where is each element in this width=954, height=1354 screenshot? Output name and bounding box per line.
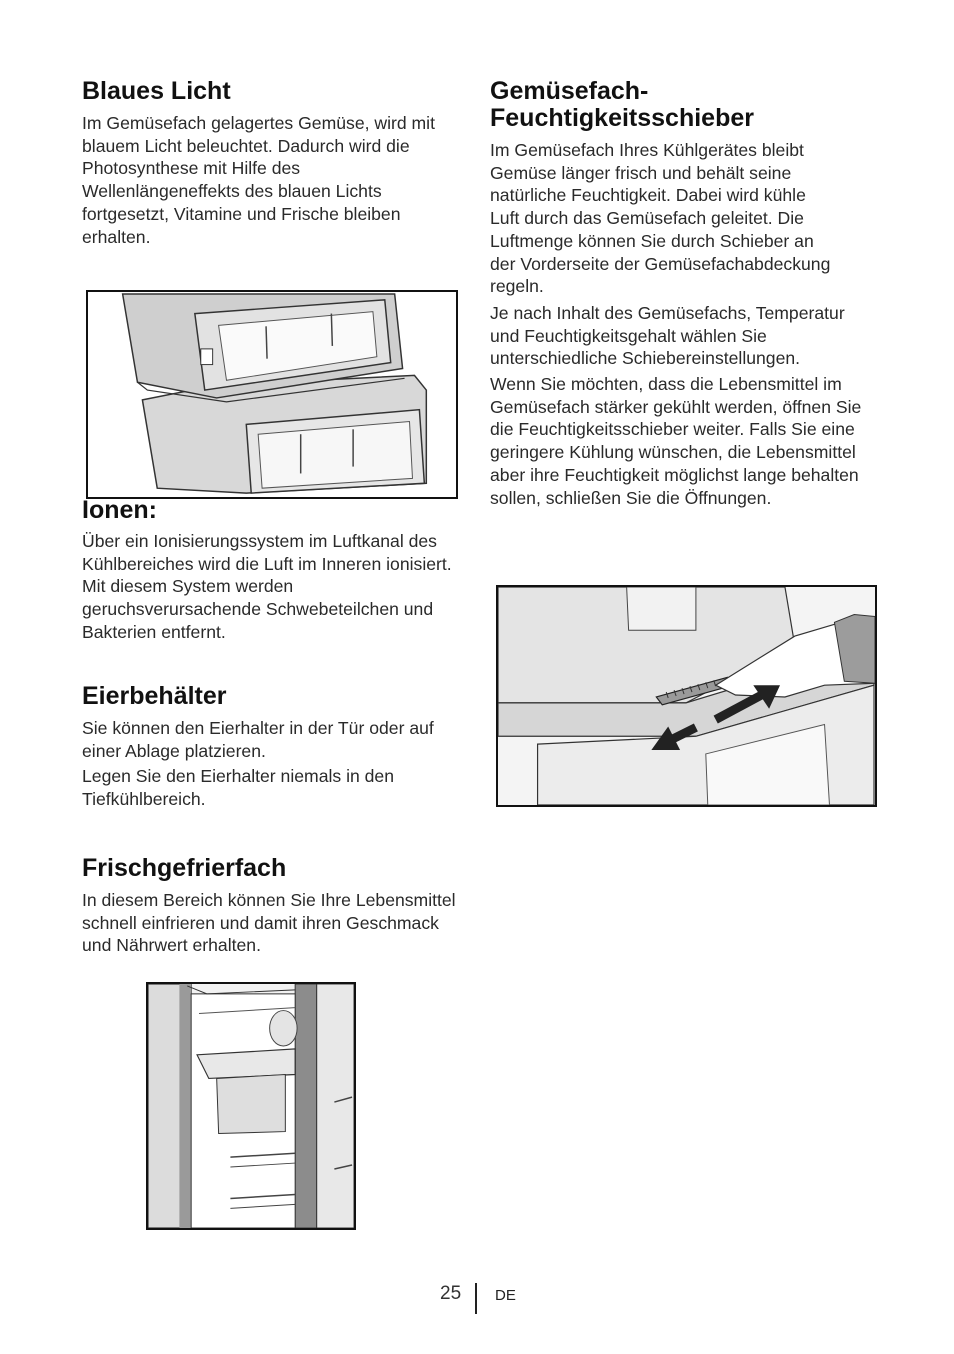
heading-ionen: Ionen: [82,496,157,524]
illustration-freezer-compartment [146,982,356,1230]
text-ionen: Über ein Ionisierungssystem im Luftkanal des Kühlbereiches wird die Luft im Inneren ionisiert. Mit diesem System werden geruchsverursachende Schwebeteilchen und Bakterien entfernt. [82,531,452,642]
page-number: 25 [440,1283,462,1304]
illustration-crisper-drawers [86,290,458,499]
heading-blaues-licht: Blaues Licht [82,77,231,105]
language-code: DE [495,1287,516,1304]
heading-gemuesefach-line2: Feuchtigkeitsschieber [490,104,754,132]
text-blaues-licht: Im Gemüsefach gelagertes Gemüse, wird mit blauem Licht beleuchtet. Dadurch wird die Photosynthese mit Hilfe des Wellenlängeneffekts des blauen Lichts fortgesetzt, Vitamine und Frische bleiben erhalten. [82,113,435,247]
text-gemuesefach-3: Wenn Sie möchten, dass die Lebensmittel im Gemüsefach stärker gekühlt werden, öffnen Sie die Feuchtigkeitsschieber weiter. Falls Sie eine geringere Kühlung wünschen, die Lebensmittel aber ihre Feuchtigkeit möglichst lange behalten sollen, schließen Sie die Öffnungen. [490,374,862,508]
heading-gemuesefach-line1: Gemüsefach- [490,77,649,105]
text-gemuesefach-2: Je nach Inhalt des Gemüsefachs, Temperatur und Feuchtigkeitsgehalt wählen Sie unterschiedliche Schiebereinstellungen. [490,303,845,369]
text-gemuesefach-1: Im Gemüsefach Ihres Kühlgerätes bleibt Gemüse länger frisch und behält seine natürliche Feuchtigkeit. Dabei wird kühle Luft durch das Gemüsefach geleitet. Die Luftmenge können Sie durch Schieber an der Vorderseite der Gemüsefachabdeckung regeln. [490,140,831,297]
heading-eierbehaelter: Eierbehälter [82,682,227,710]
text-eierbehaelter-1: Sie können den Eierhalter in der Tür oder auf einer Ablage platzieren. [82,718,434,761]
illustration-humidity-slider [496,585,877,807]
footer-divider [475,1283,477,1314]
text-frischgefrierfach: In diesem Bereich können Sie Ihre Lebensmittel schnell einfrieren und damit ihren Geschmack und Nährwert erhalten. [82,890,456,956]
heading-frischgefrierfach: Frischgefrierfach [82,854,287,882]
text-eierbehaelter-2: Legen Sie den Eierhalter niemals in den Tiefkühlbereich. [82,766,395,809]
